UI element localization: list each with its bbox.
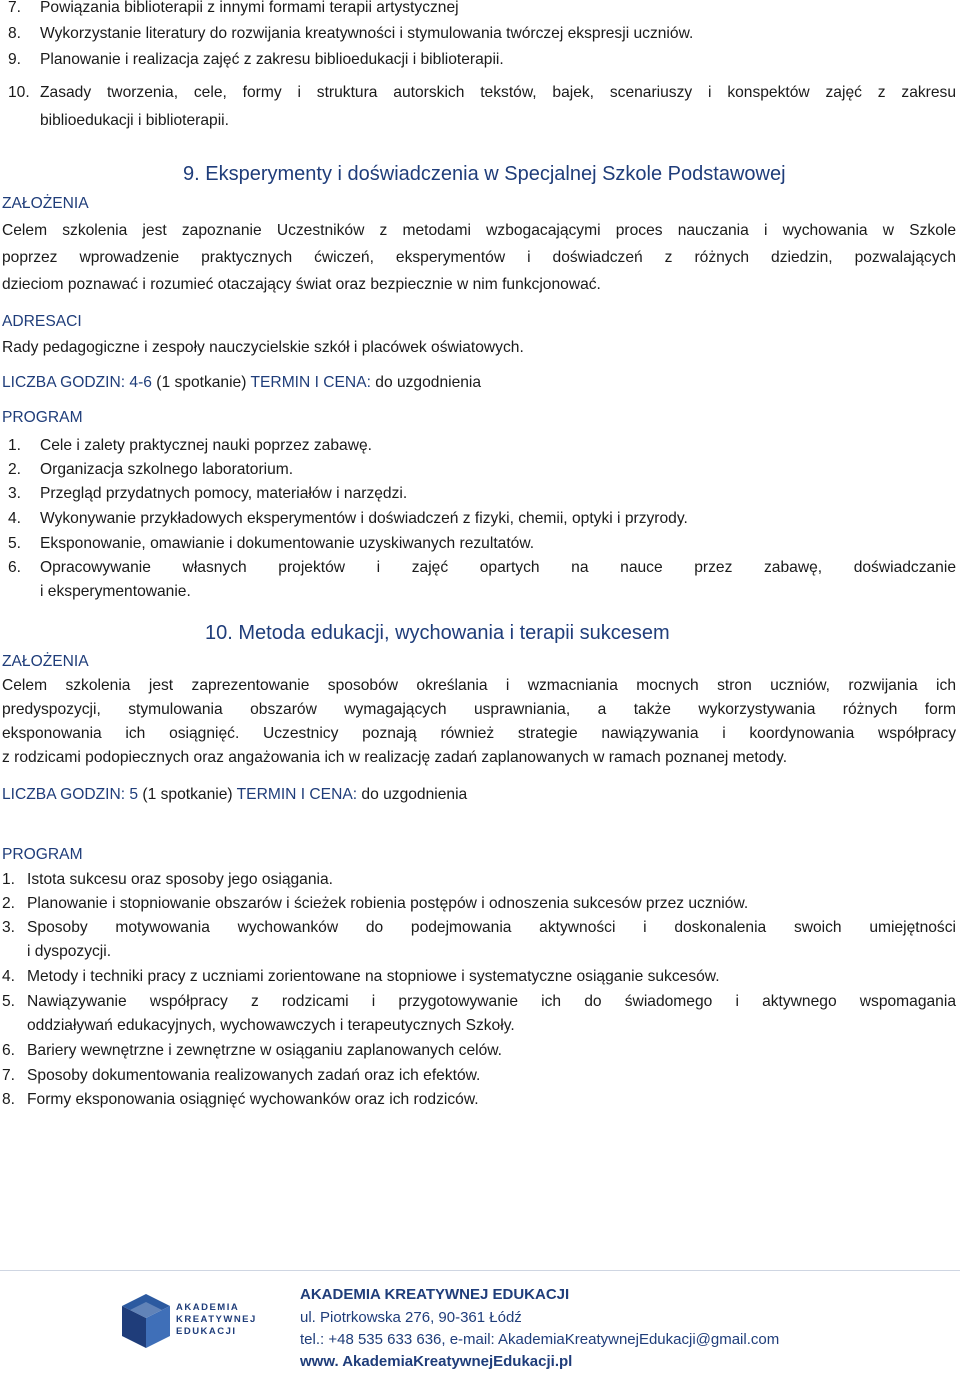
logo-text: EDUKACJI xyxy=(176,1326,237,1337)
paragraph-line: poprzez wprowadzenie praktycznych ćwiczeń, eksperymentów i doświadczeń z różnych dziedzin, pozwalających xyxy=(2,249,956,266)
paragraph-line: Celem szkolenia jest zapoznanie Uczestników z metodami wzbogacającymi proces nauczania i wychowania w Szkole xyxy=(2,222,956,239)
list-number: 3. xyxy=(2,919,16,936)
list-number: 4. xyxy=(2,968,16,985)
hours-value: 4-6 xyxy=(129,374,152,391)
program-label: PROGRAM xyxy=(2,409,83,426)
adresaci-text: Rady pedagogiczne i zespoły nauczycielskie szkół i placówek oświatowych. xyxy=(2,339,524,356)
list-number: 4. xyxy=(8,510,22,527)
list-item-continuation: i eksperymentowanie. xyxy=(40,583,191,600)
logo-text: KREATYWNEJ xyxy=(176,1314,257,1325)
list-item: Planowanie i realizacja zajęć z zakresu biblioedukacji i biblioterapii. xyxy=(40,51,504,68)
list-number: 3. xyxy=(8,485,22,502)
list-item: Sposoby dokumentowania realizowanych zadań oraz ich efektów. xyxy=(27,1067,481,1084)
hours-value: 5 xyxy=(129,786,139,803)
list-item: Nawiązywanie współpracy z rodzicami i przygotowywanie ich do świadomego i aktywnego wspomagania xyxy=(27,993,956,1010)
list-item: Planowanie i stopniowanie obszarów i ścieżek robienia postępów i odnoszenia sukcesów przez uczniów. xyxy=(27,895,749,912)
hours-note: (1 spotkanie) xyxy=(156,374,247,391)
list-number: 8. xyxy=(2,1091,16,1108)
list-item: Bariery wewnętrzne i zewnętrzne w osiąganiu zaplanowanych celów. xyxy=(27,1042,502,1059)
footer-contact: tel.: +48 535 633 636, e-mail: AkademiaKreatywnejEdukacji@gmail.com xyxy=(300,1331,780,1348)
list-item: Cele i zalety praktycznej nauki poprzez zabawę. xyxy=(40,437,372,454)
term-value: do uzgodnienia xyxy=(361,786,468,803)
list-item: Organizacja szkolnego laboratorium. xyxy=(40,461,294,478)
list-number: 1. xyxy=(8,437,22,454)
list-number: 7. xyxy=(8,0,22,16)
hours-term-line xyxy=(2,371,481,395)
list-item: Zasady tworzenia, cele, formy i struktura autorskich tekstów, bajek, scenariuszy i konspektów zajęć z zakresu xyxy=(40,84,956,101)
hours-label: LICZBA GODZIN: xyxy=(2,786,126,803)
list-item-continuation: biblioedukacji i biblioterapii. xyxy=(40,112,229,129)
list-number: 1. xyxy=(2,871,16,888)
list-item-continuation: oddziaływań edukacyjnych, wychowawczych i terapeutycznych Szkoły. xyxy=(27,1017,515,1034)
list-number: 8. xyxy=(8,25,22,42)
paragraph-line: dzieciom poznawać i rozumieć otaczający świat oraz bezpiecznie w nim funkcjonować. xyxy=(2,276,601,293)
paragraph-line: Celem szkolenia jest zaprezentowanie sposobów określania i wzmacniania mocnych stron uczniów, rozwijania ich xyxy=(2,677,956,694)
list-number: 6. xyxy=(8,559,22,576)
list-item: Wykorzystanie literatury do rozwijania kreatywności i stymulowania twórczej ekspresji uczniów. xyxy=(40,25,694,42)
list-number: 5. xyxy=(8,535,22,552)
list-item: Opracowywanie własnych projektów i zajęć opartych na nauce przez zabawę, doświadczanie xyxy=(40,559,956,576)
list-number: 2. xyxy=(8,461,22,478)
section-title: 10. Metoda edukacji, wychowania i terapii sukcesem xyxy=(205,622,670,644)
section-title: 9. Eksperymenty i doświadczenia w Specjalnej Szkole Podstawowej xyxy=(183,163,786,185)
footer-company-name: AKADEMIA KREATYWNEJ EDUKACJI xyxy=(300,1286,570,1303)
list-item: Metody i techniki pracy z uczniami zorientowane na stopniowe i systematyczne osiąganie sukcesów. xyxy=(27,968,720,985)
logo-text: AKADEMIA xyxy=(176,1302,240,1313)
paragraph-line: z rodzicami podopiecznych oraz angażowania ich w realizację zadań zaplanowanych w ramach poznanej metody. xyxy=(2,749,788,766)
list-item: Istota sukcesu oraz sposoby jego osiągania. xyxy=(27,871,333,888)
paragraph-line: eksponowania ich osiągnięć. Uczestnicy poznają również strategie nawiązywania i koordynowania współpracy xyxy=(2,725,956,742)
hours-note: (1 spotkanie) xyxy=(142,786,233,803)
list-number: 7. xyxy=(2,1067,16,1084)
list-item: Wykonywanie przykładowych eksperymentów i doświadczeń z fizyki, chemii, optyki i przyrody. xyxy=(40,510,688,527)
zalozenia-label: ZAŁOŻENIA xyxy=(2,653,89,670)
adresaci-label: ADRESACI xyxy=(2,313,82,330)
list-number: 6. xyxy=(2,1042,16,1059)
list-number: 9. xyxy=(8,51,22,68)
footer-address: ul. Piotrkowska 276, 90-361 Łódź xyxy=(300,1309,522,1326)
zalozenia-label: ZAŁOŻENIA xyxy=(2,195,89,212)
hours-term-line xyxy=(2,783,467,807)
list-item: Powiązania biblioterapii z innymi formami terapii artystycznej xyxy=(40,0,459,16)
term-label: TERMIN I CENA: xyxy=(236,786,358,803)
hours-label: LICZBA GODZIN: xyxy=(2,374,126,391)
program-label: PROGRAM xyxy=(2,846,83,863)
list-item: Eksponowanie, omawianie i dokumentowanie uzyskiwanych rezultatów. xyxy=(40,535,535,552)
list-item-continuation: i dyspozycji. xyxy=(27,943,112,960)
paragraph-line: predyspozycji, stymulowania obszarów wymagających usprawniania, a także wykorzystywania różnych form xyxy=(2,701,956,718)
list-item: Przegląd przydatnych pomocy, materiałów i narzędzi. xyxy=(40,485,408,502)
list-number: 10. xyxy=(8,84,30,101)
akademia-logo xyxy=(118,1288,288,1354)
term-value: do uzgodnienia xyxy=(375,374,482,391)
term-label: TERMIN I CENA: xyxy=(250,374,371,391)
list-item: Formy eksponowania osiągnięć wychowanków oraz ich rodziców. xyxy=(27,1091,479,1108)
list-number: 5. xyxy=(2,993,16,1010)
list-item: Sposoby motywowania wychowanków do podejmowania aktywności i doskonalenia swoich umiejętności xyxy=(27,919,956,936)
footer-divider xyxy=(0,1270,960,1271)
footer-website[interactable]: www. AkademiaKreatywnejEdukacji.pl xyxy=(300,1353,573,1370)
list-number: 2. xyxy=(2,895,16,912)
